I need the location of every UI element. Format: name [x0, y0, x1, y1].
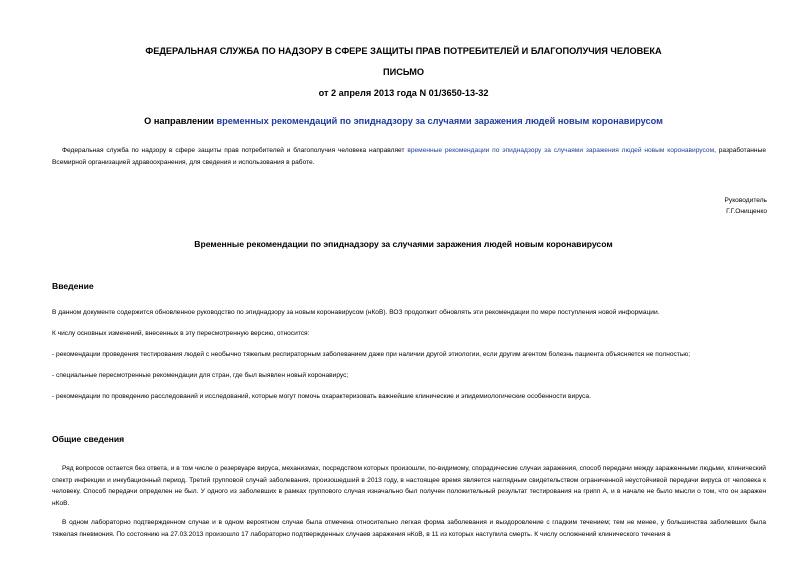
general-paragraph-1: Ряд вопросов остается без ответа, и в том числе о резервуаре вируса, механизмах, посредством которых произошли, по-видимому, спорадические случаи заражения, способ передачи между зараженными людьми, клинический спектр инфекции и инкубационный период. Третий групповой случай заболевания, произошедший в 2013 году, в настоящее время является наглядным свидетельством ограниченной неустойчивой передачи вируса от человека к человеку. Способ передачи определен не был. У одного из заболевших в рамках группового случая изначально был получен положительный результат тестирования на грипп А, и в начале не было мысли о том, что он заражен нКоВ. — [52, 465, 766, 507]
intro-paragraph-2: К числу основных изменений, внесенных в эту пересмотренную версию, относится: — [52, 330, 310, 337]
general-paragraph-2: В одном лабораторно подтвержденном случае и в одном вероятном случае была отмечена относительно легкая форма заболевания и выздоровление с гладким течением; тем не менее, у большинства заболевших была тяжелая пневмония. По состоянию на 27.03.2013 произошло 17 лабораторно подтвержденных случаев заражения нКоВ, в 11 из которых наступила смерть. К числу осложнений клинического течения в — [52, 519, 766, 538]
document-date: от 2 апреля 2013 года N 01/3650-13-32 — [318, 88, 489, 98]
intro-bullet-3: - рекомендации по проведению расследований и исследований, которые могут помочь охарактеризовать важнейшие клинические и эпидемиологические особенности вируса. — [52, 393, 591, 400]
signature-name: Г.Г.Онищенко — [726, 208, 767, 215]
intro-paragraph-1: В данном документе содержится обновленное руководство по эпиднадзору за новым коронавирусом (нКоВ). ВОЗ продолжит обновлять эти рекомендации по мере поступления новой информации. — [52, 309, 660, 316]
subject-prefix: О направлении — [144, 116, 217, 126]
section-heading-intro: Введение — [52, 281, 94, 291]
agency-title: ФЕДЕРАЛЬНАЯ СЛУЖБА ПО НАДЗОРУ В СФЕРЕ ЗАЩИТЫ ПРАВ ПОТРЕБИТЕЛЕЙ И БЛАГОПОЛУЧИЯ ЧЕЛОВЕКА — [145, 46, 662, 56]
document-subject — [0, 116, 807, 126]
section-heading-general: Общие сведения — [52, 434, 125, 444]
intro-bullet-2: - специальные пересмотренные рекомендации для стран, где был выявлен новый коронавирус; — [52, 372, 349, 379]
letter-text-before: Федеральная служба по надзору в сфере защиты прав потребителей и благополучия человека направляет — [62, 147, 408, 154]
subject-link[interactable]: временных рекомендаций по эпиднадзору за случаями заражения людей новым коронавирусом — [216, 116, 663, 126]
document-type: ПИСЬМО — [382, 67, 425, 77]
letter-paragraph — [52, 145, 766, 168]
letter-link[interactable]: временные рекомендации по эпиднадзору за случаями заражения людей новым коронавирусом — [407, 147, 715, 154]
letter-text-after: , разработанные Всемирной организацией здравоохранения, для сведения и использования в работе. — [52, 147, 766, 166]
annex-title: Временные рекомендации по эпиднадзору за случаями заражения людей новым коронавирусом — [194, 239, 613, 249]
signature-position: Руководитель — [724, 197, 767, 204]
intro-bullet-1: - рекомендации проведения тестирования людей с необычно тяжелым респираторным заболеванием даже при наличии другой этиологии, если другим агентом болезнь пациента объясняется не полностью; — [52, 351, 691, 358]
